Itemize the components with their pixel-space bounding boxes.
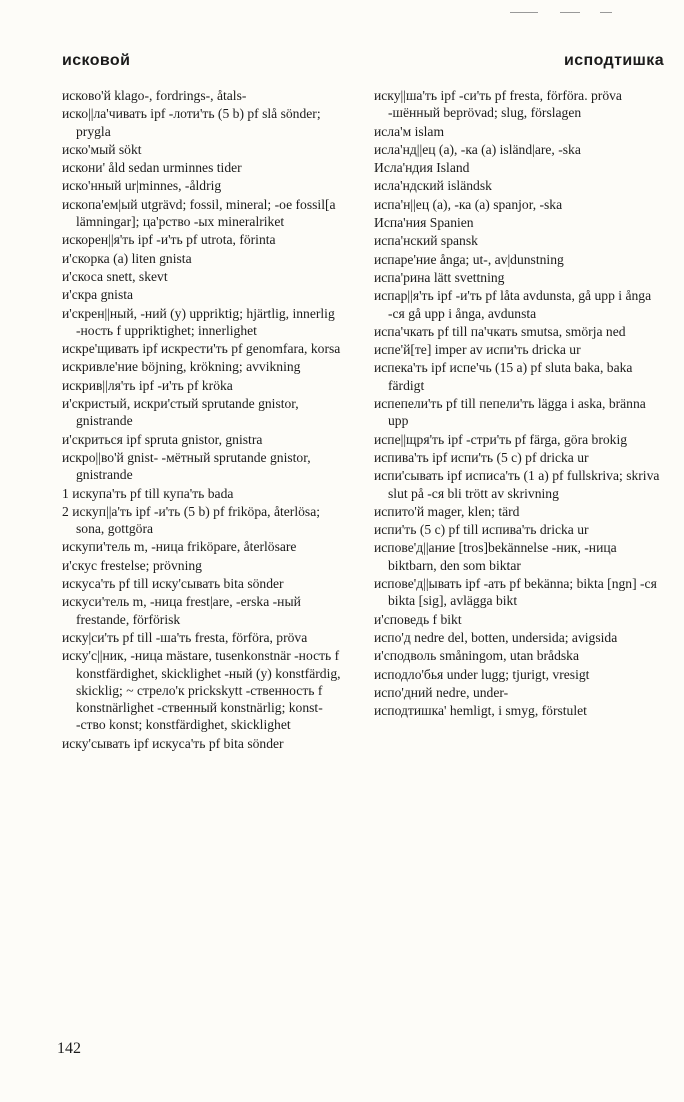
dictionary-entry: 2 искуп||а'ть ipf -и'ть (5 b) pf friköpa, återlösa; sona, gottgöra: [62, 503, 321, 537]
dictionary-entry: исподтишка' hemligt, i smyg, förstulet: [374, 703, 587, 719]
dictionary-entry: искрив||ля'ть ipf -и'ть pf kröka: [62, 377, 233, 393]
dictionary-entry: испа'рина lätt svettning: [374, 269, 505, 285]
dictionary-entry: испове'д||ание [tros]bekännelse -ник, -ница biktbarn, den som biktar: [374, 540, 617, 573]
dictionary-entry: и'скус frestelse; prövning: [62, 557, 202, 573]
dictionary-entry: исла'ндский isländsk: [374, 178, 492, 194]
dictionary-entry: испито'й mager, klen; tärd: [374, 503, 520, 519]
dictionary-entry: и'скристый, искри'стый sprutande gnistor, gnistrande: [62, 396, 299, 429]
dictionary-entry: иско||ла'чивать ipf -лоти'ть (5 b) pf slå sönder; prygla: [62, 106, 321, 139]
dictionary-entry: испе||щря'ть ipf -стри'ть pf färga, göra brokig: [374, 431, 628, 447]
dictionary-entry: иску'с||ник, -ница mästare, tusenkonstnär -ность f konstfärdighet, skicklighet -ный (y) konstfärdig, skicklig; ~ стрело'к prickskytt -ственность f konstnärlighet -ственный konstnärlig; konst- -ство konst; konstfärdighet, skicklighet: [62, 648, 341, 733]
dictionary-entry: Испа'ния Spanien: [374, 215, 474, 231]
dictionary-entry: испа'чкать pf till па'чкать smutsa, smörja ned: [374, 323, 626, 339]
dictionary-entry: искре'щивать ipf искрести'ть pf genomfara, korsa: [62, 341, 341, 357]
dictionary-entry: и'скорка (a) liten gnista: [62, 250, 192, 266]
dictionary-entry: испо'д nedre del, botten, undersida; avigsida: [374, 629, 618, 645]
dictionary-entry: исла'нд||ец (a), -ка (a) isländ|are, -ska: [374, 141, 581, 157]
left-column: [62, 87, 344, 753]
dictionary-entry: и'сподволь småningom, utan brådska: [374, 648, 579, 664]
right-column: [374, 87, 664, 720]
dictionary-entry: и'споведь f bikt: [374, 611, 462, 627]
dictionary-entry: и'скра gnista: [62, 287, 134, 303]
dictionary-entry: исподло'бья under lugg; tjurigt, vresigt: [374, 666, 590, 682]
dictionary-entry: Исла'ндия Island: [374, 160, 470, 176]
dictionary-entry: иску'сывать ipf искуса'ть pf bita sönder: [62, 735, 284, 751]
dictionary-entry: иско'нный ur|minnes, -åldrig: [62, 178, 222, 194]
dictionary-entry: испа'н||ец (a), -ка (a) spanjor, -ska: [374, 196, 563, 212]
dictionary-entry: искривле'ние böjning, krökning; avvikning: [62, 359, 301, 375]
dictionary-entry: ископа'ем|ый utgrävd; fossil, mineral; -ое fossil[a lämningar]; ца'рство -ых mineralriket: [62, 196, 336, 230]
dictionary-entry: искупи'тель m, -ница friköpare, återlösare: [62, 539, 297, 555]
dictionary-entry: и'скрен||ный, -ний (y) uppriktig; hjärtlig, innerlig -ность f uppriktighet; innerlighet: [62, 305, 335, 338]
dictionary-entry: искони' åld sedan urminnes tider: [62, 160, 242, 176]
dictionary-entry: и'скоса snett, skevt: [62, 268, 168, 284]
dictionary-entry: испо'дний nedre, under-: [374, 684, 509, 700]
dictionary-entry: испива'ть ipf испи'ть (5 c) pf dricka ur: [374, 449, 589, 465]
dictionary-entry: иску||ша'ть ipf -си'ть pf fresta, förföra. pröva -шённый beprövad; slug, förslagen: [374, 88, 622, 121]
dictionary-entry: испар||я'ть ipf -и'ть pf låta avdunsta, gå upp i ånga -ся gå upp i ånga, avdunsta: [374, 288, 652, 321]
running-head-right: исподтишка: [563, 52, 664, 69]
dictionary-entry: исла'м islam: [374, 123, 445, 139]
dictionary-entry: испи'ть (5 c) pf till испива'ть dricka ur: [374, 522, 589, 538]
scan-mark: [600, 12, 612, 13]
page-number: 142: [57, 1040, 81, 1057]
dictionary-entry: испе'й[те] imper av испи'ть dricka ur: [374, 342, 581, 358]
dictionary-entry: искуса'ть pf till иску'сывать bita sönder: [62, 576, 284, 592]
dictionary-entry: иску|си'ть pf till -ша'ть fresta, förföra, pröva: [62, 629, 308, 645]
scan-mark: [510, 12, 538, 13]
dictionary-entry: искро||во'й gnist- -мётный sprutande gnistor, gnistrande: [62, 449, 311, 483]
scan-mark: [560, 12, 580, 13]
running-head-left: исковой: [62, 52, 131, 69]
dictionary-entry: испове'д||ывать ipf -ать pf bekänna; bikta [ngn] -ся bikta [sig], avlägga bikt: [374, 576, 657, 609]
dictionary-entry: испа'нский spansk: [374, 233, 478, 249]
dictionary-entry: иско'мый sökt: [62, 141, 142, 157]
dictionary-entry: испаре'ние ånga; ut-, av|dunstning: [374, 251, 564, 267]
dictionary-entry: испека'ть ipf испе'чь (15 a) pf sluta baka, baka färdigt: [374, 360, 633, 393]
dictionary-entry: испепели'ть pf till пепели'ть lägga i aska, bränna upp: [374, 396, 646, 429]
dictionary-entry: испи'сывать ipf исписа'ть (1 a) pf fullskriva; skriva slut på -ся bli trött av skrivning: [374, 468, 660, 501]
dictionary-entry: 1 искупа'ть pf till купа'ть bada: [62, 485, 234, 501]
dictionary-entry: и'скриться ipf spruta gnistor, gnistra: [62, 431, 263, 447]
dictionary-entry: искуси'тель m, -ница frest|are, -erska -ный frestande, förförisk: [62, 594, 301, 627]
dictionary-entry: искорен||я'ть ipf -и'ть pf utrota, förinta: [62, 232, 276, 248]
dictionary-entry: исково'й klago-, fordrings-, åtals-: [62, 88, 247, 103]
